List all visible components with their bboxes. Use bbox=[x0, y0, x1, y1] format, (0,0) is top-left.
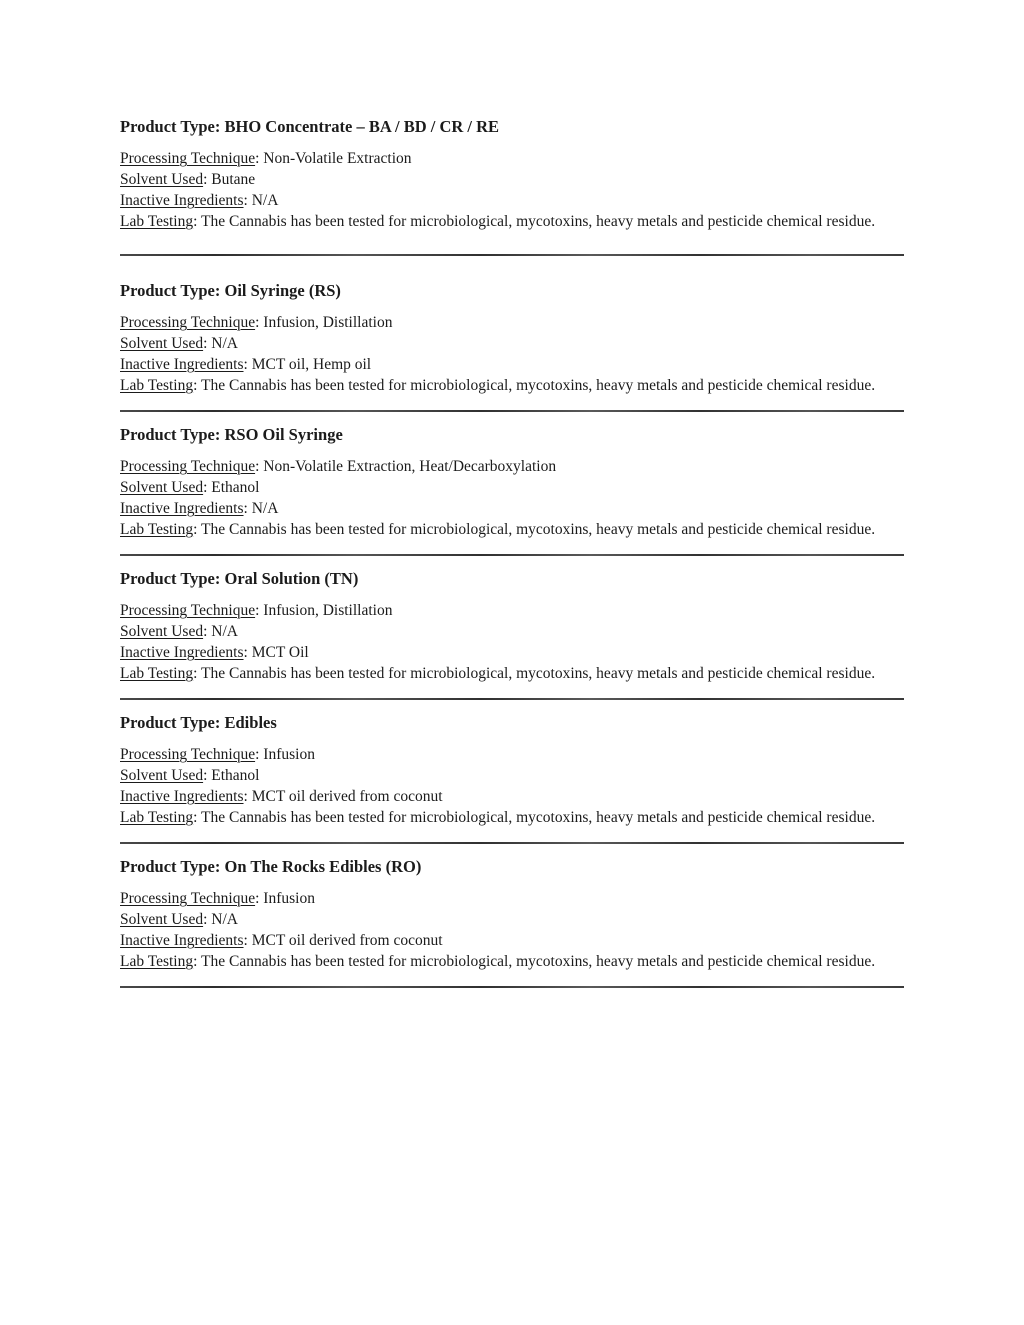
field-label: Lab Testing bbox=[120, 809, 194, 826]
field-solvent-used bbox=[120, 621, 904, 642]
field-processing-technique bbox=[120, 148, 904, 169]
field-separator: : bbox=[255, 458, 260, 475]
section-title: Product Type: Oil Syringe (RS) bbox=[120, 281, 341, 300]
product-section-on-the-rocks-edibles bbox=[120, 856, 904, 988]
field-separator: : bbox=[193, 377, 198, 394]
field-label: Inactive Ingredients bbox=[120, 192, 244, 209]
field-value: The Cannabis has been tested for microbiological, mycotoxins, heavy metals and pesticide chemical residue. bbox=[201, 521, 876, 538]
product-section-oil-syringe bbox=[120, 280, 904, 412]
field-solvent-used bbox=[120, 169, 904, 190]
field-processing-technique bbox=[120, 312, 904, 333]
field-label: Processing Technique bbox=[120, 602, 256, 619]
field-value: Infusion, Distillation bbox=[263, 314, 393, 331]
field-inactive-ingredients bbox=[120, 786, 904, 807]
field-separator: : bbox=[203, 911, 208, 928]
section-title: Product Type: On The Rocks Edibles (RO) bbox=[120, 857, 422, 876]
field-separator: : bbox=[255, 314, 260, 331]
field-value: MCT oil derived from coconut bbox=[251, 788, 443, 805]
field-separator: : bbox=[255, 150, 260, 167]
field-value: Infusion bbox=[263, 890, 315, 907]
field-label: Processing Technique bbox=[120, 150, 256, 167]
field-separator: : bbox=[203, 479, 208, 496]
field-label: Inactive Ingredients bbox=[120, 644, 244, 661]
field-separator: : bbox=[193, 809, 198, 826]
field-value: The Cannabis has been tested for microbiological, mycotoxins, heavy metals and pesticide chemical residue. bbox=[201, 377, 876, 394]
field-separator: : bbox=[203, 335, 208, 352]
field-value: N/A bbox=[251, 500, 279, 517]
field-solvent-used bbox=[120, 333, 904, 354]
field-value: The Cannabis has been tested for microbiological, mycotoxins, heavy metals and pesticide chemical residue. bbox=[201, 665, 876, 682]
product-section-bho-concentrate bbox=[120, 116, 904, 256]
field-separator: : bbox=[243, 932, 248, 949]
field-label: Solvent Used bbox=[120, 171, 204, 188]
field-label: Lab Testing bbox=[120, 521, 194, 538]
field-label: Lab Testing bbox=[120, 377, 194, 394]
field-processing-technique bbox=[120, 744, 904, 765]
field-solvent-used bbox=[120, 765, 904, 786]
field-value: Butane bbox=[211, 171, 256, 188]
field-value: MCT Oil bbox=[251, 644, 309, 661]
field-separator: : bbox=[243, 192, 248, 209]
field-separator: : bbox=[255, 746, 260, 763]
field-label: Solvent Used bbox=[120, 911, 204, 928]
field-solvent-used bbox=[120, 477, 904, 498]
field-value: N/A bbox=[251, 192, 279, 209]
field-value: Ethanol bbox=[211, 767, 260, 784]
field-label: Solvent Used bbox=[120, 479, 204, 496]
field-label: Lab Testing bbox=[120, 953, 194, 970]
field-label: Inactive Ingredients bbox=[120, 500, 244, 517]
field-label: Inactive Ingredients bbox=[120, 788, 244, 805]
field-label: Processing Technique bbox=[120, 890, 256, 907]
field-label: Solvent Used bbox=[120, 623, 204, 640]
section-divider bbox=[120, 986, 904, 988]
field-separator: : bbox=[203, 767, 208, 784]
field-inactive-ingredients bbox=[120, 930, 904, 951]
field-lab-testing bbox=[120, 211, 904, 232]
section-divider bbox=[120, 410, 904, 412]
field-value: The Cannabis has been tested for microbiological, mycotoxins, heavy metals and pesticide chemical residue. bbox=[201, 809, 876, 826]
product-section-edibles bbox=[120, 712, 904, 844]
field-processing-technique bbox=[120, 888, 904, 909]
field-solvent-used bbox=[120, 909, 904, 930]
field-lab-testing bbox=[120, 807, 904, 828]
section-title: Product Type: BHO Concentrate – BA / BD / CR / RE bbox=[120, 117, 500, 136]
field-label: Lab Testing bbox=[120, 665, 194, 682]
section-divider bbox=[120, 554, 904, 556]
product-section-oral-solution bbox=[120, 568, 904, 700]
field-separator: : bbox=[193, 953, 198, 970]
field-label: Lab Testing bbox=[120, 213, 194, 230]
section-title: Product Type: Oral Solution (TN) bbox=[120, 569, 359, 588]
field-separator: : bbox=[255, 890, 260, 907]
field-inactive-ingredients bbox=[120, 642, 904, 663]
field-label: Processing Technique bbox=[120, 746, 256, 763]
field-processing-technique bbox=[120, 600, 904, 621]
field-inactive-ingredients bbox=[120, 354, 904, 375]
field-separator: : bbox=[243, 644, 248, 661]
section-divider bbox=[120, 698, 904, 700]
field-label: Processing Technique bbox=[120, 458, 256, 475]
section-divider bbox=[120, 254, 904, 256]
field-lab-testing bbox=[120, 519, 904, 540]
field-value: Non-Volatile Extraction, Heat/Decarboxylation bbox=[263, 458, 557, 475]
field-lab-testing bbox=[120, 375, 904, 396]
section-title: Product Type: Edibles bbox=[120, 713, 277, 732]
section-divider bbox=[120, 842, 904, 844]
field-value: N/A bbox=[211, 911, 238, 928]
field-value: MCT oil, Hemp oil bbox=[251, 356, 372, 373]
field-value: The Cannabis has been tested for microbiological, mycotoxins, heavy metals and pesticide chemical residue. bbox=[201, 953, 876, 970]
field-label: Inactive Ingredients bbox=[120, 932, 244, 949]
field-value: MCT oil derived from coconut bbox=[251, 932, 443, 949]
field-label: Processing Technique bbox=[120, 314, 256, 331]
field-separator: : bbox=[193, 665, 198, 682]
field-lab-testing bbox=[120, 951, 904, 972]
field-value: Ethanol bbox=[211, 479, 260, 496]
field-separator: : bbox=[193, 521, 198, 538]
field-value: Infusion, Distillation bbox=[263, 602, 393, 619]
product-section-rso-oil-syringe bbox=[120, 424, 904, 556]
field-separator: : bbox=[193, 213, 198, 230]
field-separator: : bbox=[203, 171, 208, 188]
field-value: The Cannabis has been tested for microbiological, mycotoxins, heavy metals and pesticide chemical residue. bbox=[201, 213, 876, 230]
field-separator: : bbox=[243, 500, 248, 517]
field-value: N/A bbox=[211, 623, 238, 640]
field-lab-testing bbox=[120, 663, 904, 684]
field-label: Solvent Used bbox=[120, 767, 204, 784]
field-inactive-ingredients bbox=[120, 190, 904, 211]
field-processing-technique bbox=[120, 456, 904, 477]
field-separator: : bbox=[243, 788, 248, 805]
field-value: N/A bbox=[211, 335, 238, 352]
field-value: Non-Volatile Extraction bbox=[263, 150, 412, 167]
field-separator: : bbox=[243, 356, 248, 373]
field-inactive-ingredients bbox=[120, 498, 904, 519]
field-label: Inactive Ingredients bbox=[120, 356, 244, 373]
section-title: Product Type: RSO Oil Syringe bbox=[120, 425, 343, 444]
field-label: Solvent Used bbox=[120, 335, 204, 352]
field-separator: : bbox=[203, 623, 208, 640]
field-separator: : bbox=[255, 602, 260, 619]
field-value: Infusion bbox=[263, 746, 315, 763]
